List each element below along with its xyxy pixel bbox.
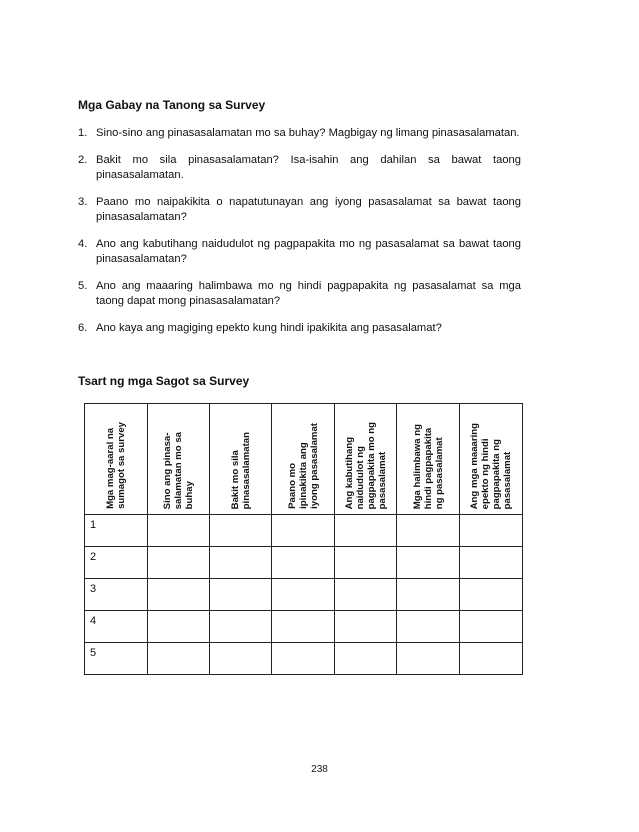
row-number: 3 <box>90 583 97 595</box>
answer-cell[interactable] <box>460 611 523 643</box>
answer-cell[interactable] <box>148 579 210 611</box>
question-item <box>78 279 521 310</box>
row-number-cell <box>85 643 148 675</box>
answer-cell[interactable] <box>335 611 397 643</box>
row-number-cell <box>85 611 148 643</box>
row-number-cell <box>85 579 148 611</box>
answer-cell[interactable] <box>460 579 523 611</box>
table-row <box>85 515 523 547</box>
answer-cell[interactable] <box>397 579 460 611</box>
question-number: 3. <box>78 195 88 208</box>
row-number: 4 <box>90 615 97 627</box>
question-number: 4. <box>78 237 88 250</box>
answer-cell[interactable] <box>210 611 272 643</box>
answer-cell[interactable] <box>210 547 272 579</box>
column-header-label: Mga mag-aaral na sumagot sa survey <box>105 422 127 509</box>
column-header-label: Ang kabutihang naidudulot ng pagpapakita mo ng pasasalamat <box>343 421 388 509</box>
answer-cell[interactable] <box>460 515 523 547</box>
table-header-row <box>85 404 523 515</box>
survey-answer-table <box>84 403 523 675</box>
question-number: 2. <box>78 153 88 166</box>
answer-cell[interactable] <box>272 643 335 675</box>
answer-cell[interactable] <box>148 643 210 675</box>
column-header <box>272 404 335 515</box>
question-item <box>78 321 521 337</box>
question-item <box>78 153 521 184</box>
table-row <box>85 579 523 611</box>
table-row <box>85 611 523 643</box>
column-header-label: Sino ang pinasa- salamatan mo sa buhay <box>162 431 195 509</box>
answer-cell[interactable] <box>335 547 397 579</box>
table-row <box>85 547 523 579</box>
question-text: Sino-sino ang pinasasalamatan mo sa buhay? Magbigay ng limang pinasasalamatan. <box>96 127 520 139</box>
answer-cell[interactable] <box>272 515 335 547</box>
answer-cell[interactable] <box>148 515 210 547</box>
answer-cell[interactable] <box>335 515 397 547</box>
column-header-label: Mga halimbawa ng hindi pagpapakita ng pasasalamat <box>411 423 445 509</box>
answer-cell[interactable] <box>397 515 460 547</box>
question-text: Ano kaya ang magiging epekto kung hindi ipakikita ang pasasalamat? <box>96 321 442 334</box>
page-heading: Mga Gabay na Tanong sa Survey <box>78 98 266 112</box>
row-number-cell <box>85 515 148 547</box>
answer-cell[interactable] <box>272 611 335 643</box>
column-header <box>460 404 523 515</box>
question-item <box>78 195 521 226</box>
question-text: Paano mo naipakikita o napatutunayan ang iyong pasasalamat sa bawat taong pinasasalamatan? <box>96 195 521 223</box>
answer-cell[interactable] <box>148 611 210 643</box>
page-number: 238 <box>311 764 328 775</box>
question-text: Ano ang maaaring halimbawa mo ng hindi pagpapakita ng pasasalamat sa mga taong dapat mong pinasasalamatan? <box>96 279 521 307</box>
answer-cell[interactable] <box>272 579 335 611</box>
answer-cell[interactable] <box>397 547 460 579</box>
column-header-label: Ang mga maaaring epekto ng hindi pagpapakita ng pasasalamat <box>469 422 513 509</box>
question-text: Bakit mo sila pinasasalamatan? Isa-isahin ang dahilan sa bawat taong pinasasalamatan. <box>96 153 521 181</box>
answer-cell[interactable] <box>210 515 272 547</box>
answer-cell[interactable] <box>210 643 272 675</box>
row-number: 1 <box>90 519 97 531</box>
answer-cell[interactable] <box>397 611 460 643</box>
column-header <box>397 404 460 515</box>
answer-cell[interactable] <box>148 547 210 579</box>
answer-cell[interactable] <box>460 547 523 579</box>
question-number: 5. <box>78 279 88 292</box>
column-header <box>335 404 397 515</box>
answer-cell[interactable] <box>272 547 335 579</box>
question-item <box>78 237 521 268</box>
row-number-cell <box>85 547 148 579</box>
question-item <box>78 126 521 142</box>
column-header-label: Bakit mo sila pinasasalamatan <box>229 431 252 509</box>
question-text: Ano ang kabutihang naidudulot ng pagpapakita mo ng pasasalamat sa bawat taong pinasasalamatan? <box>96 237 521 265</box>
chart-heading: Tsart ng mga Sagot sa Survey <box>78 374 250 388</box>
column-header <box>210 404 272 515</box>
question-number: 6. <box>78 321 88 334</box>
column-header <box>85 404 148 515</box>
table-body <box>85 515 523 675</box>
column-header <box>148 404 210 515</box>
table-row <box>85 643 523 675</box>
column-header-label: Paano mo ipinakikita ang iyong pasasalamat <box>286 423 320 509</box>
question-number: 1. <box>78 127 88 139</box>
row-number: 2 <box>90 551 97 563</box>
answer-cell[interactable] <box>335 643 397 675</box>
answer-cell[interactable] <box>210 579 272 611</box>
answer-cell[interactable] <box>335 579 397 611</box>
row-number: 5 <box>90 647 97 659</box>
answer-cell[interactable] <box>397 643 460 675</box>
survey-question-list <box>78 126 521 347</box>
answer-cell[interactable] <box>460 643 523 675</box>
